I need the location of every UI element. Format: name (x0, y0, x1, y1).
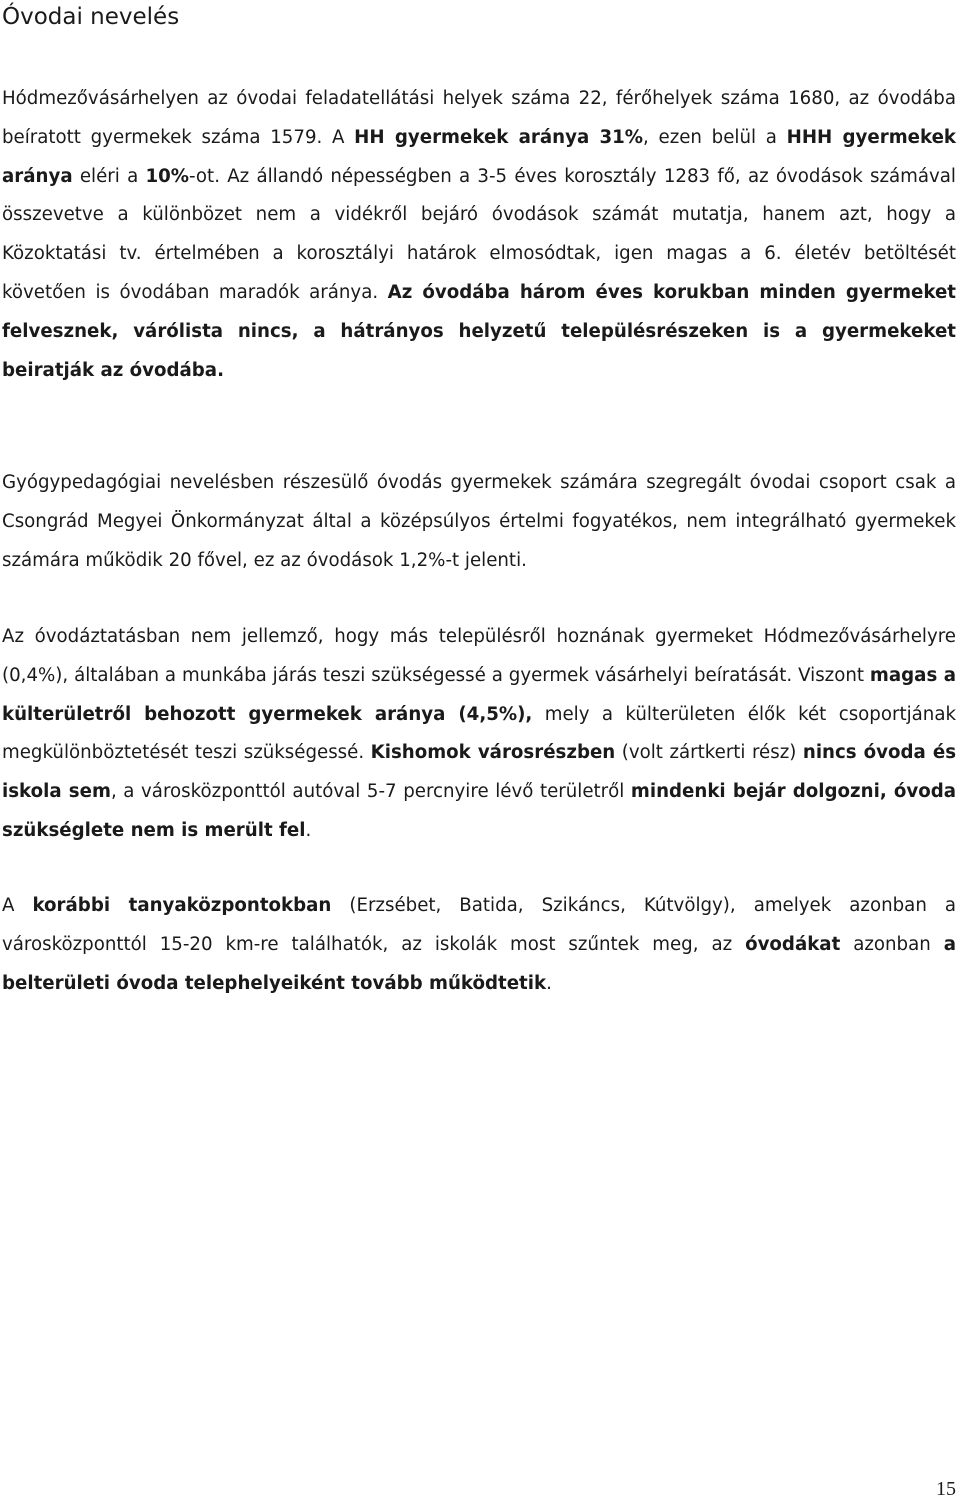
text-run: Az óvodáztatásban nem jellemző, hogy más településről hoznának gyermeket Hódmezővásárhelyre (0,4%), általában a munkába járás teszi szükségessé a gyermek vásárhelyi beíratását. Viszont (2, 626, 956, 686)
bold-text-run: 10% (145, 165, 190, 187)
paragraph-outskirts-children (2, 618, 956, 851)
text-run: mely a külterületen élők két csoportjának megkülönböztetését teszi szükségessé. (2, 703, 956, 764)
bold-text-run: HH gyermekek aránya 31% (354, 126, 644, 148)
bold-text-run: mindenki bejár dolgozni, óvoda szükséglete nem is merült fel (2, 781, 957, 841)
bold-text-run: Kishomok városrészben (370, 742, 616, 764)
text-run: azonban (840, 933, 944, 955)
text-run: (Erzsébet, Batida, Szikáncs, Kútvölgy), amelyek azonban a városközponttól 15-20 km-re találhatók, az iskolák most szűntek meg, az (2, 895, 957, 955)
text-run: -ot. Az állandó népességben a 3-5 éves korosztály 1283 fő, az óvodások számával összevetve a különbözet nem a vidékről bejáró óvodások számát mutatja, hanem azt, hogy a Közoktatási tv. értelmében a korosztályi határok elmosódtak, igen magas a 6. életév betöltését követően is óvodában maradók aránya. (2, 165, 956, 303)
text-run: Gyógypedagógiai nevelésben részesülő óvodás gyermekek számára szegregált óvodai csoport csak a Csongrád Megyei Önkormányzat által a középsúlyos értelmi fogyatékos, nem integrálható gyermekek számára működik 20 fővel, ez az óvodások 1,2%-t jelenti. (2, 472, 956, 571)
paragraph-former-farmstead-centers (2, 887, 956, 1003)
text-run: Hódmezővásárhelyen az óvodai feladatellátási helyek száma 22, férőhelyek száma 1680, az óvodába beíratott gyermekek száma 1579. A (2, 88, 956, 148)
text-run: . (305, 819, 312, 841)
text-run: A (2, 895, 33, 916)
text-run: . (546, 972, 552, 994)
bold-text-run: óvodákat (745, 933, 841, 955)
text-run: (volt zártkerti rész) (615, 742, 803, 764)
paragraph-kindergarten-capacity (2, 80, 956, 390)
text-run: , ezen belül a (643, 126, 787, 148)
text-run: eléri a (72, 165, 146, 187)
bold-text-run: Az óvodába három éves korukban minden gyermeket felvesznek, várólista nincs, a hátrányos helyzetű településrészeken is a gyermekeket beiratják az óvodába. (2, 281, 956, 381)
bold-text-run: magas a külterületről behozott gyermekek aránya (4,5%), (2, 664, 956, 725)
bold-text-run: korábbi tanyaközpontokban (32, 895, 332, 916)
bold-text-run: nincs óvoda és iskola sem (2, 742, 957, 803)
text-run: , a városközponttól autóval 5-7 percnyire lévő területről (110, 781, 631, 803)
section-heading: Óvodai nevelés (2, 4, 180, 30)
bold-text-run: a belterületi óvoda telephelyeiként tovább működtetik (2, 933, 956, 994)
bold-text-run: HHH gyermekek aránya (2, 126, 957, 187)
page-number: 15 (936, 1478, 956, 1500)
paragraph-special-education (2, 464, 956, 580)
